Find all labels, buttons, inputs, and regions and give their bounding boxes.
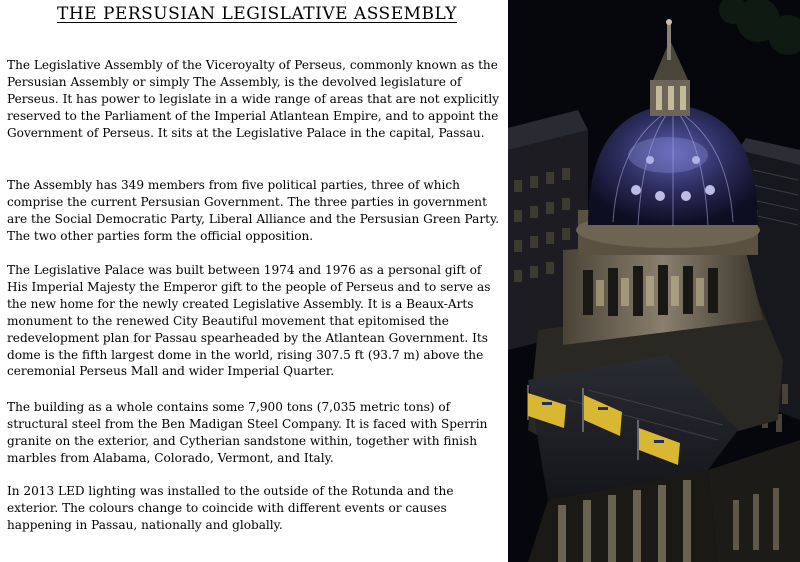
paragraph-members: The Assembly has 349 members from five political parties, three of which comprise the current Persusian Government. The three parties in government are the Social Democratic Party, Liberal Alliance and the Persusian Green Party. The two other parties form the official opposition. [7, 178, 500, 243]
paragraph-construction: The building as a whole contains some 7,900 tons (7,035 metric tons) of structural steel from the Ben Madigan Steel Company. It is faced with Sperrin granite on the exterior, and Cytherian sandstone within, together with finish marbles from Alabama, Colorado, Vermont, and Italy. [7, 400, 488, 465]
legislative-palace-image [508, 0, 800, 562]
palace-illustration [508, 0, 800, 562]
paragraph-assembly-overview: The Legislative Assembly of the Viceroyalty of Perseus, commonly known as the Persusian Assembly or simply The Assembly, is the devolved legislature of Perseus. It has power to legislate in a wide range of areas that are not explicitly reserved to the Parliament of the Imperial Atlantean Empire, and to appoint the Government of Perseus. It sits at the Legislative Palace in the capital, Passau. [7, 58, 500, 140]
page-title: THE PERSUSIAN LEGISLATIVE ASSEMBLY [57, 4, 457, 24]
paragraph-lighting: In 2013 LED lighting was installed to the outside of the Rotunda and the exterior. The colours change to coincide with different events or causes happening in Passau, nationally and globally. [7, 484, 454, 532]
paragraph-palace-history: The Legislative Palace was built between 1974 and 1976 as a personal gift of His Imperial Majesty the Emperor gift to the people of Perseus and to serve as the new home for the newly created Legislative Assembly. It is a Beaux-Arts monument to the renewed City Beautiful movement that epitomised the redevelopment plan for Passau spearheaded by the Atlantean Government. Its dome is the fifth largest dome in the world, rising 307.5 ft (93.7 m) above the ceremonial Perseus Mall and wider Imperial Quarter. [7, 263, 491, 379]
